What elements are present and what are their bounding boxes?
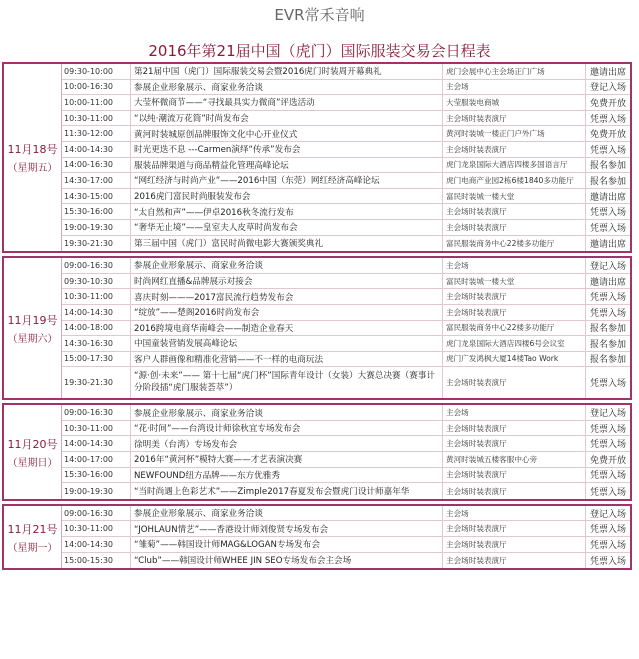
table-row xyxy=(61,142,630,158)
event-venue-text: 虎门龙泉国际大酒店四楼6号会议室 xyxy=(446,338,565,348)
event-venue-text: 虎门电商产业园2栋6楼1840多功能厅 xyxy=(446,175,574,185)
event-time-text: 14:00-14:30 xyxy=(64,439,113,449)
entry-type xyxy=(586,553,630,569)
day-label xyxy=(4,405,62,499)
entry-type xyxy=(586,173,630,188)
entry-type xyxy=(586,258,630,273)
event-venue xyxy=(443,189,586,204)
event-time-text: 19:00-19:30 xyxy=(64,486,113,496)
event-name-text: NEWFOUND纽方品牌——东方优雅秀 xyxy=(134,470,280,481)
entry-type xyxy=(586,452,630,467)
entry-type-text: 凭票入场 xyxy=(589,223,626,234)
event-name xyxy=(131,204,443,219)
event-venue xyxy=(443,80,586,95)
day-rows xyxy=(61,64,630,251)
event-time-text: 09:30-10:00 xyxy=(64,66,113,76)
event-name xyxy=(131,126,443,141)
event-name-text: “JOHLAUN情艺”——香港设计师刘俊贤专场发布会 xyxy=(134,524,329,535)
schedule-table xyxy=(2,62,632,570)
day-weekday: （星期五） xyxy=(7,163,58,175)
event-venue-text: 虎门广发鸿枫大厦14楼Tao Work xyxy=(446,354,559,364)
event-venue xyxy=(443,452,586,467)
event-time-text: 14:00-14:30 xyxy=(64,144,113,154)
event-venue xyxy=(443,352,586,367)
day-block xyxy=(2,62,632,253)
entry-type-text: 凭票入场 xyxy=(589,556,626,567)
event-venue xyxy=(443,436,586,451)
event-name-text: 参展企业形象展示、商家业务洽谈 xyxy=(134,261,263,272)
event-venue-text: 富民时装城一楼大堂 xyxy=(446,276,515,286)
event-venue-text: 主会场时装表演厅 xyxy=(446,470,507,480)
event-name-text: “太自然和声”——伊卓2016秋冬流行发布 xyxy=(134,207,294,218)
event-name xyxy=(131,537,443,552)
event-time xyxy=(61,452,131,467)
event-venue-text: 主会场时装表演厅 xyxy=(446,486,507,496)
table-row xyxy=(61,289,630,305)
event-time-text: 15:00-15:30 xyxy=(64,555,113,565)
event-name xyxy=(131,189,443,204)
table-row xyxy=(61,220,630,236)
entry-type-text: 报名参加 xyxy=(589,161,626,172)
entry-type-text: 凭票入场 xyxy=(589,145,626,156)
event-time-text: 09:00-16:30 xyxy=(64,408,113,418)
event-time-text: 15:00-17:30 xyxy=(64,354,113,364)
event-name-text: 喜庆时刻———2017富民流行趋势发布会 xyxy=(134,292,294,303)
event-name xyxy=(131,111,443,126)
day-date: 11月21号 xyxy=(7,522,58,536)
entry-type-text: 邀请出席 xyxy=(589,239,626,250)
event-venue-text: 主会场时装表演厅 xyxy=(446,539,507,549)
event-time xyxy=(61,289,131,304)
table-row xyxy=(61,436,630,452)
entry-type xyxy=(586,142,630,157)
event-venue-text: 主会场时装表演厅 xyxy=(446,555,507,565)
event-name xyxy=(131,367,443,398)
event-time-text: 14:30-15:00 xyxy=(64,191,113,201)
event-venue-text: 主会场时装表演厅 xyxy=(446,423,507,433)
event-venue-text: 富民时装城一楼大堂 xyxy=(446,191,515,201)
entry-type xyxy=(586,126,630,141)
table-row xyxy=(61,468,630,484)
entry-type xyxy=(586,436,630,451)
event-name xyxy=(131,236,443,252)
entry-type xyxy=(586,189,630,204)
table-row xyxy=(61,352,630,368)
event-venue-text: 主会场时装表演厅 xyxy=(446,144,507,154)
entry-type-text: 登记入场 xyxy=(589,509,626,520)
entry-type xyxy=(586,236,630,252)
entry-type-text: 报名参加 xyxy=(589,355,626,366)
entry-type xyxy=(586,421,630,436)
entry-type-text: 凭票入场 xyxy=(589,308,626,319)
event-time xyxy=(61,537,131,552)
entry-type xyxy=(586,352,630,367)
event-venue-text: 大莹服装电商城 xyxy=(446,97,500,107)
event-time xyxy=(61,336,131,351)
event-time xyxy=(61,258,131,273)
entry-type-text: 凭票入场 xyxy=(589,540,626,551)
event-name xyxy=(131,142,443,157)
entry-type-text: 邀请出席 xyxy=(589,192,626,203)
table-row xyxy=(61,336,630,352)
event-venue-text: 主会场时装表演厅 xyxy=(446,292,507,302)
event-name xyxy=(131,553,443,569)
event-time xyxy=(61,95,131,110)
entry-type xyxy=(586,220,630,235)
table-row xyxy=(61,173,630,189)
day-block xyxy=(2,403,632,501)
entry-type-text: 报名参加 xyxy=(589,339,626,350)
entry-type xyxy=(586,158,630,173)
event-venue xyxy=(443,289,586,304)
event-venue-text: 黄河时装城五楼客服中心旁 xyxy=(446,454,538,464)
event-venue xyxy=(443,220,586,235)
event-name xyxy=(131,352,443,367)
day-weekday: （星期日） xyxy=(7,457,58,469)
day-label xyxy=(4,64,62,251)
event-name-text: 时尚网红直播&品牌展示对接会 xyxy=(134,277,253,288)
event-time-text: 14:30-17:00 xyxy=(64,175,113,185)
entry-type xyxy=(586,483,630,499)
table-row xyxy=(61,321,630,337)
table-row xyxy=(61,553,630,569)
day-weekday: （星期一） xyxy=(7,542,58,554)
event-venue xyxy=(443,305,586,320)
event-name-text: 客户人群画像和精准化营销——不一样的电商玩法 xyxy=(134,354,324,365)
event-venue xyxy=(443,336,586,351)
event-time xyxy=(61,483,131,499)
table-row xyxy=(61,506,630,522)
event-venue xyxy=(443,506,586,521)
event-venue-text: 虎门会展中心主会场正门广场 xyxy=(446,66,545,76)
event-name-text: 服装品牌渠道与商品精益化管理高峰论坛 xyxy=(134,160,289,171)
day-rows xyxy=(61,506,630,568)
event-venue xyxy=(443,158,586,173)
event-name xyxy=(131,64,443,79)
entry-type xyxy=(586,95,630,110)
entry-type-text: 凭票入场 xyxy=(589,487,626,498)
entry-type xyxy=(586,336,630,351)
event-time-text: 10:00-11:00 xyxy=(64,97,113,107)
table-row xyxy=(61,258,630,274)
event-time xyxy=(61,305,131,320)
event-time-text: 11:30-12:00 xyxy=(64,129,113,139)
event-time xyxy=(61,506,131,521)
event-name xyxy=(131,274,443,289)
event-time-text: 19:30-21:30 xyxy=(64,378,113,388)
entry-type-text: 免费开放 xyxy=(589,98,626,109)
event-name-text: “绽放”——楚阁2016时尚发布会 xyxy=(134,308,260,319)
event-time xyxy=(61,111,131,126)
event-venue xyxy=(443,142,586,157)
event-venue xyxy=(443,553,586,569)
event-venue xyxy=(443,321,586,336)
event-venue-text: 主会场 xyxy=(446,260,469,270)
entry-type-text: 凭票入场 xyxy=(589,379,626,390)
event-time xyxy=(61,468,131,483)
event-name xyxy=(131,173,443,188)
entry-type-text: 登记入场 xyxy=(589,409,626,420)
event-name xyxy=(131,289,443,304)
event-time xyxy=(61,521,131,536)
event-name-text: 中国童装营销发展高峰论坛 xyxy=(134,339,238,350)
event-name-text: 大莹杯微商节——“寻找最具实力微商”评选活动 xyxy=(134,98,315,109)
event-venue-text: 主会场时装表演厅 xyxy=(446,439,507,449)
day-label xyxy=(4,258,62,398)
day-date: 11月19号 xyxy=(7,313,58,327)
event-venue xyxy=(443,236,586,252)
entry-type xyxy=(586,521,630,536)
event-name xyxy=(131,483,443,499)
event-time xyxy=(61,189,131,204)
event-time xyxy=(61,321,131,336)
event-venue xyxy=(443,173,586,188)
event-venue-text: 主会场 xyxy=(446,82,469,92)
event-name-text: “花·时间”——台湾设计师徐秋宜专场发布会 xyxy=(134,424,301,435)
event-name-text: 第三届中国（虎门）富民时尚微电影大赛颁奖典礼 xyxy=(134,239,324,250)
event-name-text: 参展企业形象展示、商家业务洽谈 xyxy=(134,408,263,419)
table-row xyxy=(61,274,630,290)
table-row xyxy=(61,64,630,80)
event-name xyxy=(131,405,443,420)
entry-type xyxy=(586,305,630,320)
event-name-text: 2016年“黄河杯”模特大赛——才艺表演决赛 xyxy=(134,455,303,466)
table-row xyxy=(61,189,630,205)
event-time-text: 15:30-16:00 xyxy=(64,470,113,480)
entry-type-text: 凭票入场 xyxy=(589,114,626,125)
table-row xyxy=(61,126,630,142)
event-venue-text: 主会场 xyxy=(446,408,469,418)
brand-title: EVR常禾音响 xyxy=(274,6,365,24)
event-venue-text: 主会场时装表演厅 xyxy=(446,307,507,317)
entry-type xyxy=(586,405,630,420)
event-time-text: 14:30-16:30 xyxy=(64,338,113,348)
event-name xyxy=(131,158,443,173)
entry-type-text: 凭票入场 xyxy=(589,440,626,451)
event-name-text: “以纯·潮流万花筒”时尚发布会 xyxy=(134,114,249,125)
event-name xyxy=(131,336,443,351)
event-name xyxy=(131,220,443,235)
event-name-text: “奢华无止境”——皇室夫人皮草时尚发布会 xyxy=(134,223,298,234)
entry-type xyxy=(586,321,630,336)
entry-type-text: 登记入场 xyxy=(589,83,626,94)
event-time xyxy=(61,173,131,188)
event-venue xyxy=(443,204,586,219)
event-venue-text: 主会场时装表演厅 xyxy=(446,113,507,123)
event-venue xyxy=(443,521,586,536)
event-time xyxy=(61,142,131,157)
entry-type xyxy=(586,506,630,521)
table-row xyxy=(61,483,630,499)
entry-type-text: 免费开放 xyxy=(589,455,626,466)
event-time-text: 10:00-16:30 xyxy=(64,82,113,92)
event-time-text: 10:30-11:00 xyxy=(64,423,113,433)
table-row xyxy=(61,452,630,468)
event-venue-text: 黄河时装城一楼正门户外广场 xyxy=(446,129,545,139)
event-venue xyxy=(443,274,586,289)
table-row xyxy=(61,111,630,127)
table-row xyxy=(61,421,630,437)
event-name xyxy=(131,506,443,521)
day-block xyxy=(2,256,632,400)
event-venue-text: 虎门龙泉国际大酒店四楼多国语言厅 xyxy=(446,160,568,170)
entry-type-text: 邀请出席 xyxy=(589,277,626,288)
event-name-text: 参展企业形象展示、商家业务洽谈 xyxy=(134,82,263,93)
event-time xyxy=(61,274,131,289)
event-time-text: 14:00-16:30 xyxy=(64,160,113,170)
entry-type xyxy=(586,64,630,79)
table-row xyxy=(61,367,630,398)
entry-type-text: 凭票入场 xyxy=(589,471,626,482)
event-venue xyxy=(443,64,586,79)
entry-type-text: 邀请出席 xyxy=(589,67,626,78)
event-name-text: “网红经济与时尚产业”——2016中国（东莞）网红经济高峰论坛 xyxy=(134,176,380,187)
event-name xyxy=(131,468,443,483)
event-name-text: 徐明美（台湾）专场发布会 xyxy=(134,439,238,450)
schedule-title: 2016年第21届中国（虎门）国际服装交易会日程表 xyxy=(148,42,491,60)
event-name xyxy=(131,321,443,336)
event-venue xyxy=(443,483,586,499)
event-time xyxy=(61,352,131,367)
event-time xyxy=(61,220,131,235)
event-name-text: 2016跨境电商华南峰会——制造企业春天 xyxy=(134,323,294,334)
event-venue xyxy=(443,468,586,483)
event-venue xyxy=(443,126,586,141)
event-time xyxy=(61,236,131,252)
event-time xyxy=(61,64,131,79)
event-name xyxy=(131,258,443,273)
event-time xyxy=(61,436,131,451)
table-row xyxy=(61,537,630,553)
event-name xyxy=(131,305,443,320)
event-name-text: “当时尚遇上色彩艺术”——Zimple2017春夏发布会暨虎门设计师嘉年华 xyxy=(134,487,410,498)
day-label xyxy=(4,506,62,568)
entry-type xyxy=(586,468,630,483)
event-venue xyxy=(443,95,586,110)
entry-type xyxy=(586,537,630,552)
event-name xyxy=(131,80,443,95)
event-name xyxy=(131,95,443,110)
event-venue-text: 主会场时装表演厅 xyxy=(446,378,507,388)
day-rows xyxy=(61,405,630,499)
event-name xyxy=(131,436,443,451)
event-venue-text: 主会场时装表演厅 xyxy=(446,524,507,534)
event-venue-text: 主会场 xyxy=(446,508,469,518)
event-venue xyxy=(443,421,586,436)
day-date: 11月18号 xyxy=(7,143,58,157)
event-name-text: “Club”——韩国设计师WHEE JIN SEO专场发布会主会场 xyxy=(134,556,352,567)
event-time-text: 15:30-16:00 xyxy=(64,207,113,217)
event-name-text: 黄河时装城原创品牌服饰文化中心开业仪式 xyxy=(134,129,298,140)
event-venue-text: 主会场时装表演厅 xyxy=(446,222,507,232)
entry-type-text: 凭票入场 xyxy=(589,424,626,435)
table-row xyxy=(61,80,630,96)
event-time-text: 19:00-19:30 xyxy=(64,222,113,232)
event-venue-text: 主会场时装表演厅 xyxy=(446,207,507,217)
table-row xyxy=(61,204,630,220)
event-time-text: 09:00-16:30 xyxy=(64,260,113,270)
event-time-text: 14:00-14:30 xyxy=(64,307,113,317)
event-time-text: 10:30-11:00 xyxy=(64,292,113,302)
event-venue xyxy=(443,405,586,420)
event-time-text: 19:30-21:30 xyxy=(64,238,113,248)
entry-type xyxy=(586,204,630,219)
entry-type-text: 凭票入场 xyxy=(589,293,626,304)
entry-type xyxy=(586,80,630,95)
event-time-text: 09:00-16:30 xyxy=(64,508,113,518)
event-name-text: “源·创·未来”—— 第十七届“虎门杯”国际青年设计（女装）大赛总决赛（赛事计分阶段插“虎门服装荟萃”） xyxy=(134,371,436,393)
table-row xyxy=(61,521,630,537)
table-row xyxy=(61,95,630,111)
event-time-text: 14:00-14:30 xyxy=(64,539,113,549)
event-name xyxy=(131,421,443,436)
event-time xyxy=(61,367,131,398)
event-time-text: 14:00-18:00 xyxy=(64,323,113,333)
event-time xyxy=(61,126,131,141)
event-time xyxy=(61,158,131,173)
entry-type-text: 免费开放 xyxy=(589,130,626,141)
entry-type-text: 凭票入场 xyxy=(589,525,626,536)
event-time-text: 10:30-11:00 xyxy=(64,524,113,534)
day-date: 11月20号 xyxy=(7,437,58,451)
event-name-text: “雏菊”——韩国设计师MAG&LOGAN专场发布会 xyxy=(134,540,320,551)
event-venue-text: 富民服装商务中心22楼多功能厅 xyxy=(446,238,555,248)
event-time-text: 10:30-11:00 xyxy=(64,113,113,123)
entry-type-text: 报名参加 xyxy=(589,176,626,187)
event-name-text: 第21届中国（虎门）国际服装交易会暨2016虎门时装周开幕典礼 xyxy=(134,67,382,78)
event-time-text: 14:00-17:00 xyxy=(64,454,113,464)
event-venue xyxy=(443,537,586,552)
day-rows xyxy=(61,258,630,398)
event-name-text: 时光更迭不息 ---Carmen演绎“传承”发布会 xyxy=(134,145,301,156)
event-time xyxy=(61,421,131,436)
entry-type xyxy=(586,367,630,398)
entry-type-text: 凭票入场 xyxy=(589,208,626,219)
event-time-text: 09:30-10:30 xyxy=(64,276,113,286)
event-venue-text: 富民服装商务中心22楼多功能厅 xyxy=(446,323,555,333)
table-row xyxy=(61,405,630,421)
event-venue xyxy=(443,111,586,126)
entry-type-text: 报名参加 xyxy=(589,324,626,335)
event-name-text: 参展企业形象展示、商家业务洽谈 xyxy=(134,509,263,520)
entry-type xyxy=(586,111,630,126)
event-name xyxy=(131,452,443,467)
table-row xyxy=(61,158,630,174)
event-time xyxy=(61,553,131,569)
entry-type xyxy=(586,274,630,289)
entry-type xyxy=(586,289,630,304)
event-time xyxy=(61,405,131,420)
day-weekday: （星期六） xyxy=(7,333,58,345)
day-block xyxy=(2,504,632,570)
entry-type-text: 登记入场 xyxy=(589,261,626,272)
event-time xyxy=(61,204,131,219)
event-name-text: 2016虎门富民时尚服装发布会 xyxy=(134,192,251,203)
table-row xyxy=(61,236,630,252)
event-name xyxy=(131,521,443,536)
event-time xyxy=(61,80,131,95)
table-row xyxy=(61,305,630,321)
event-venue xyxy=(443,258,586,273)
event-venue xyxy=(443,367,586,398)
